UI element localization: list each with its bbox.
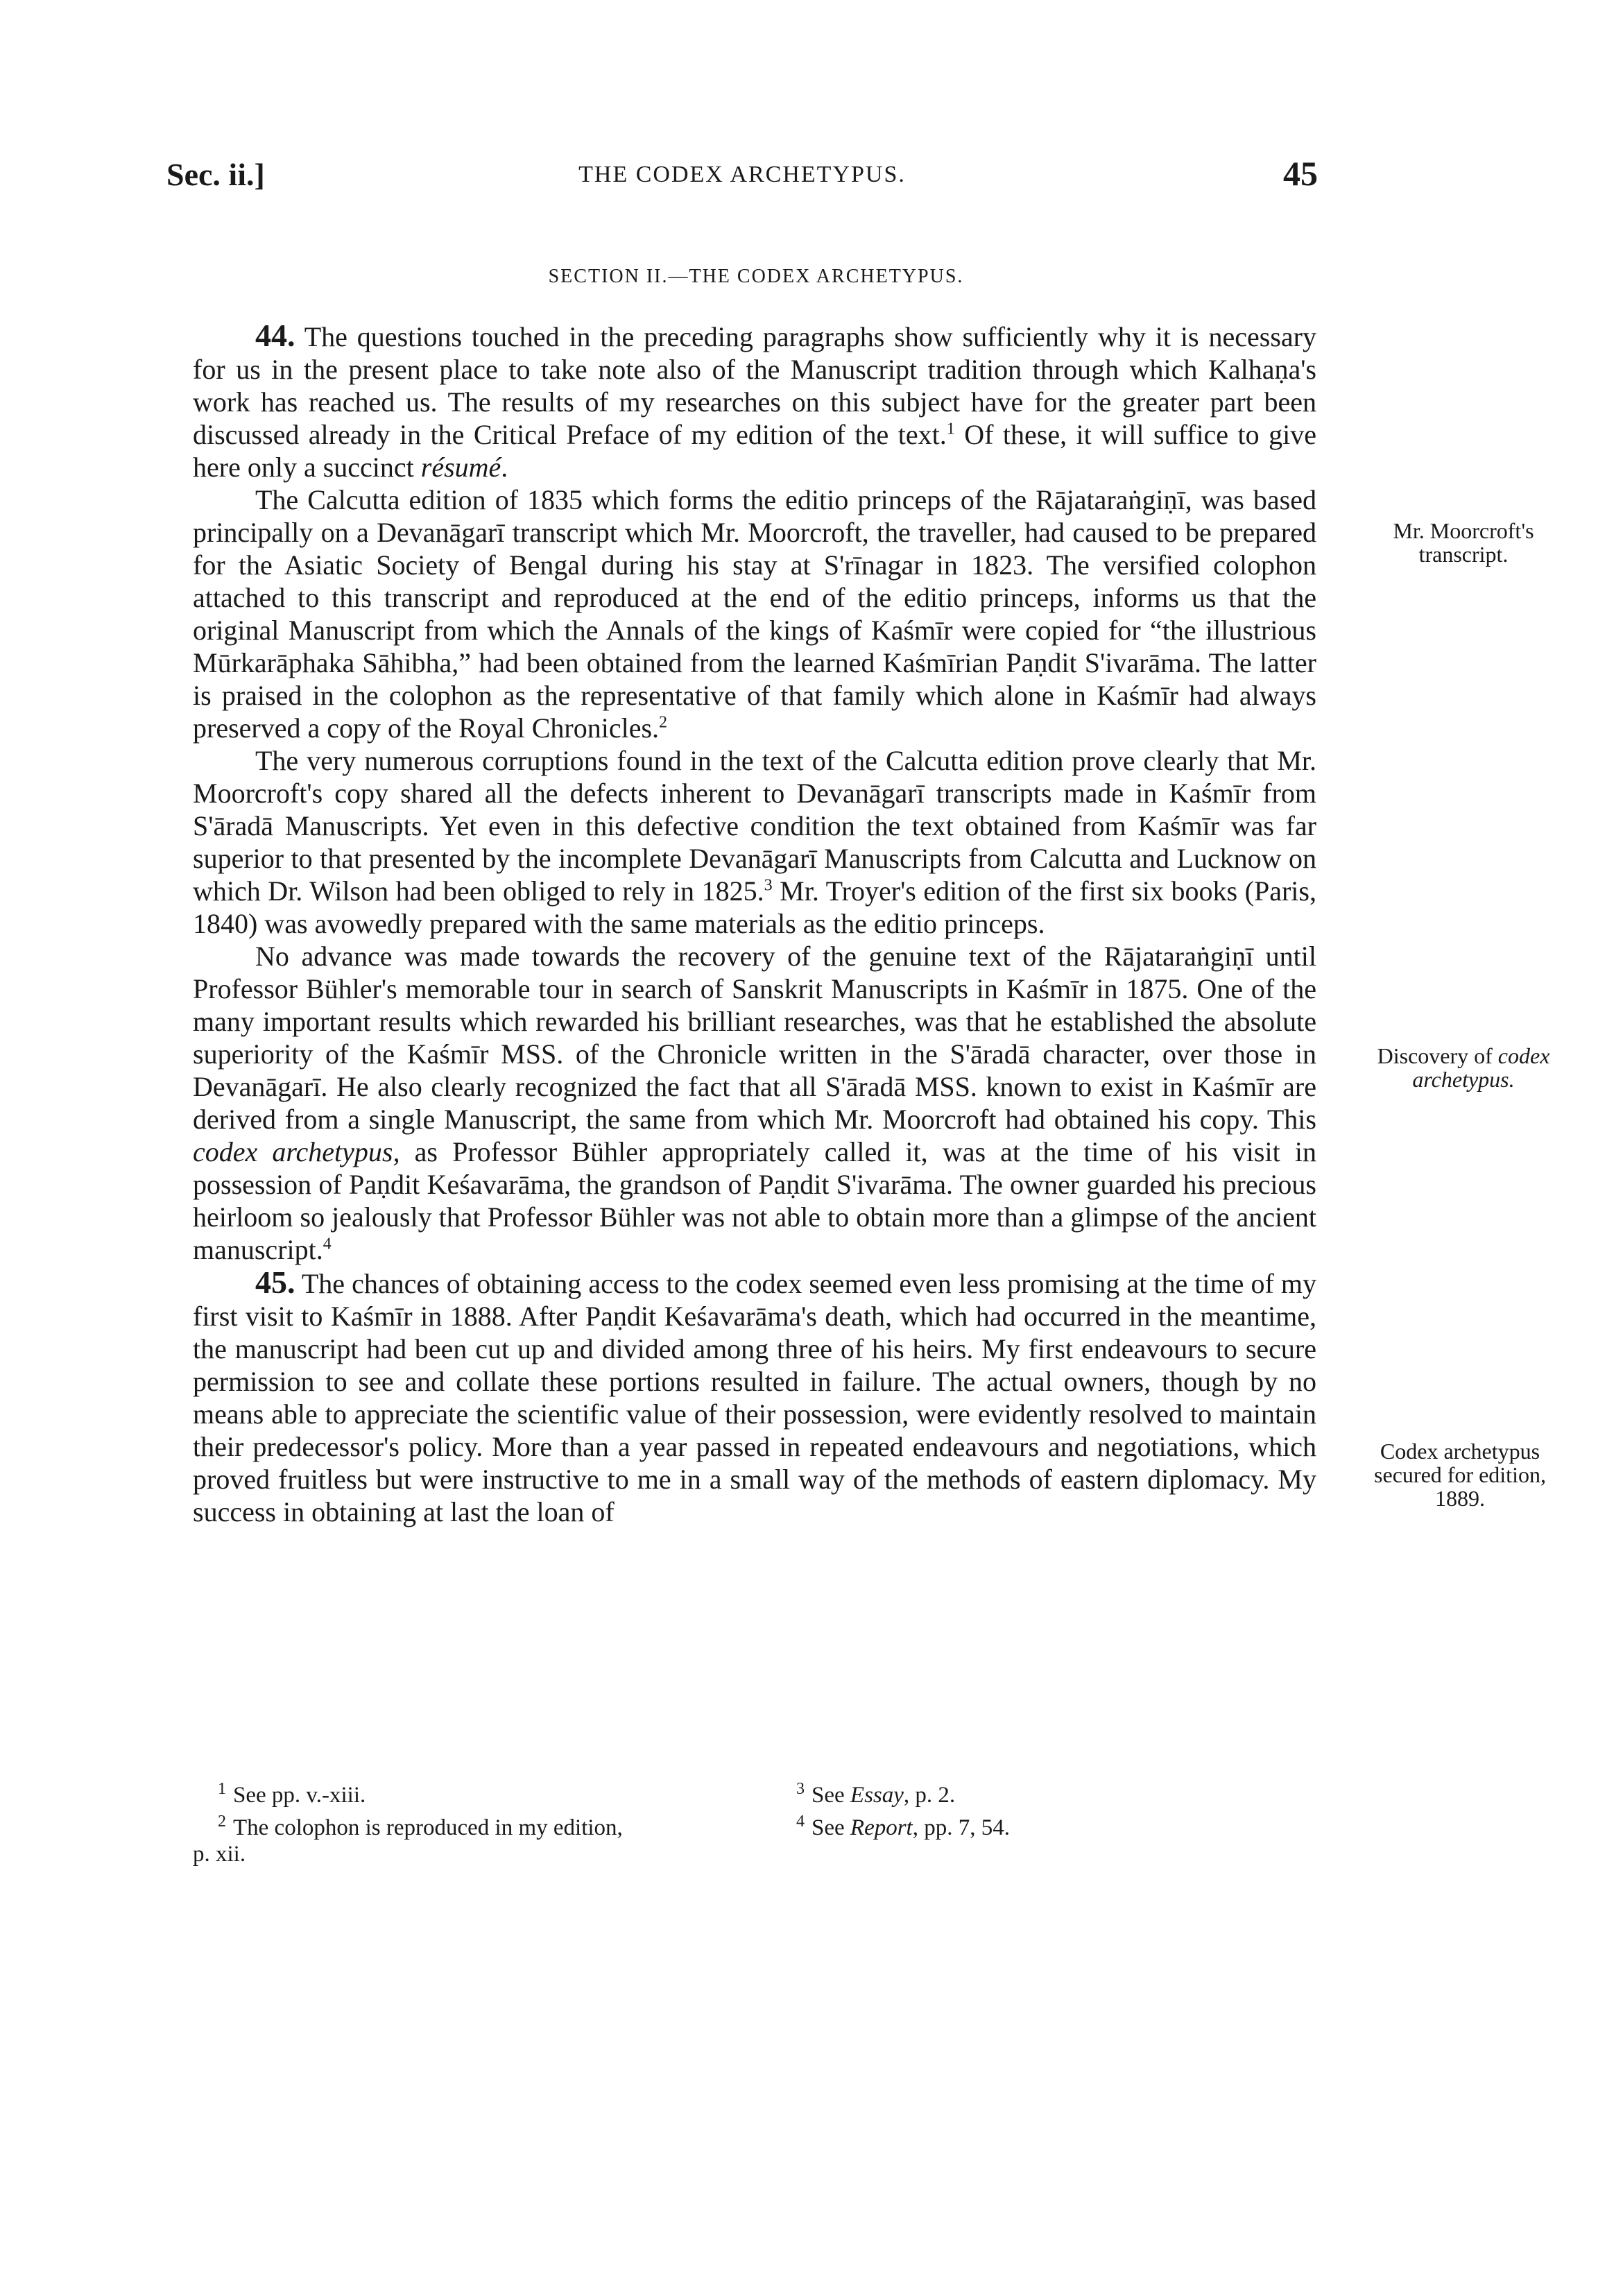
section-marker: Sec. ii.] [166, 157, 265, 192]
footnote-2-continued: p. xii. [193, 1842, 246, 1867]
footnote-italic: Essay [850, 1783, 904, 1808]
sidenote-line: secured for edition, [1374, 1462, 1546, 1487]
paragraph-45 [193, 1266, 1316, 1528]
paragraph-text: No advance was made towards the recovery of the genuine text of the Rājataraṅgiṇī until Professor Bühler's memorable tour in search of Sanskrit Manuscripts in Kaśmīr in 1875. One of the many important results which rewarded his brilliant researches, was that he established the absolute superiority of the Kaśmīr MSS. of the Chronicle written in the S'āradā character, over those in Devanāgarī. He also clearly recognized the fact that all S'āradā MSS. known to exist in Kaśmīr are derived from a single Manuscript, the same from which Mr. Moorcroft had obtained his copy. This [193, 941, 1316, 1135]
running-head [166, 156, 1318, 198]
footnotes-left [193, 1776, 734, 1867]
sidenote-moorcroft [1339, 519, 1588, 566]
paragraph-text: The very numerous corruptions found in the text of the Calcutta edition prove clearly that Mr. Moorcroft's copy shared all the defects inherent to Devanāgarī transcripts made in Kaśmīr from S'āradā Manuscripts. Yet even in this defective condition the text obtained from Kaśmīr was far superior to that presented by the incomplete Devanāgarī Manuscripts from Calcutta and Lucknow on which Dr. Wilson had been obliged to rely in 1825. [193, 745, 1316, 907]
footnote-text: See [812, 1815, 850, 1840]
footnote-text: See [812, 1783, 850, 1808]
footnote-2 [193, 1808, 734, 1841]
section-heading: SECTION II.—THE CODEX ARCHETYPUS. [548, 266, 964, 287]
sidenote-line: Codex archetypus [1380, 1439, 1540, 1464]
footnote-number: 4 [796, 1813, 805, 1831]
italic-text: résumé [420, 452, 501, 483]
footnote-4 [796, 1808, 1212, 1841]
running-title: THE CODEX ARCHETYPUS. [578, 162, 906, 187]
footnote-1 [193, 1776, 734, 1808]
sidenote-line: Mr. Moorcroft's [1393, 518, 1534, 543]
sidenote-italic: codex [1497, 1043, 1550, 1068]
sidenote-line [1339, 1068, 1588, 1091]
paragraph-text: . [501, 452, 508, 483]
footnote-number: 3 [796, 1780, 805, 1798]
sidenote-discovery [1339, 1044, 1588, 1091]
sidenote-line [1339, 1044, 1588, 1068]
paragraph-text: The questions touched in the preceding paragraphs show sufficiently why it is necessary for us in the present place to take note also of the Manuscript tradition through which Kalhaṇa's work has reached us. The results of my researches on this subject have for the greater part been discussed already in the Critical Preface of my edition of the text. [193, 321, 1316, 450]
paragraph-44 [193, 319, 1316, 483]
paragraph-calcutta [193, 483, 1316, 744]
sidenote-secured [1335, 1439, 1585, 1510]
sidenote-italic: archetypus. [1412, 1067, 1515, 1092]
paragraph-number: 45. [255, 1265, 295, 1300]
footnote-italic: Report [850, 1815, 913, 1840]
footnote-ref: 2 [659, 713, 668, 732]
paragraph-text: as Professor Bühler appropriately called it, was at the time of his visit in possession of Paṇdit Keśavarāma, the grandson of Paṇdit S'ivarāma. The owner guarded his precious heirloom so jealously that Professor Bühler was not able to obtain more than a glimpse of the ancient manuscript. [193, 1136, 1316, 1265]
paragraph-text: The Calcutta edition of 1835 which forms the editio princeps of the Rājataraṅgiṇī, was based principally on a Devanāgarī transcript which Mr. Moorcroft, the traveller, had caused to be prepared for the Asiatic Society of Bengal during his stay at S'rīnagar in 1823. The versified colophon attached to this transcript and reproduced at the end of the editio princeps, informs us that the original Manuscript from which the Annals of the kings of Kaśmīr were copied for “the illustrious Mūrkarāphaka Sāhibha,” had been obtained from the learned Kaśmīrian Paṇdit S'ivarāma. The latter is praised in the colophon as the representative of that family which alone in Kaśmīr had always preserved a copy of the Royal Chronicles. [193, 484, 1316, 744]
paragraph-number: 44. [255, 318, 295, 353]
paragraph-text: Mr. Troyer's edition of the first six books (Paris, 1840) was avowedly prepared with the same materials as the editio princeps. [193, 875, 1316, 939]
paragraph-text: Of these, it will suffice to give here only a succinct [193, 419, 1316, 483]
footnote-ref: 4 [323, 1235, 332, 1253]
footnote-number: 2 [218, 1813, 226, 1831]
footnote-text: , pp. 7, 54. [912, 1815, 1010, 1840]
footnote-text: , p. 2. [903, 1783, 956, 1808]
italic-text: codex archetypus, [193, 1136, 400, 1167]
footnote-ref: 1 [946, 420, 955, 438]
footnote-3 [796, 1776, 1212, 1808]
sidenote-line: transcript. [1418, 542, 1509, 567]
sidenote-line: 1889. [1435, 1486, 1485, 1511]
footnotes-right [796, 1776, 1212, 1841]
footnote-text: See pp. v.-xiii. [233, 1783, 366, 1808]
footnote-text: The colophon is reproduced in my edition, [233, 1815, 623, 1840]
sidenote-text: Discovery of [1377, 1043, 1498, 1068]
paragraph-advance [193, 940, 1316, 1266]
page-number: 45 [1283, 154, 1318, 193]
body-text [193, 319, 1316, 1528]
footnote-number: 1 [218, 1780, 226, 1798]
paragraph-text: The chances of obtaining access to the codex seemed even less promising at the time of my first visit to Kaśmīr in 1888. After Paṇdit Keśavarāma's death, which had occurred in the meantime, the manuscript had been cut up and divided among three of his heirs. My first endeavours to secure permission to see and collate these portions resulted in failure. The actual owners, though by no means able to appreciate the scientific value of their possession, were evidently resolved to maintain their predecessor's policy. More than a year passed in repeated endeavours and negotiations, which proved fruitless but were instructive to me in a small way of the methods of eastern diplomacy. My success in obtaining at last the loan of [193, 1268, 1316, 1527]
footnote-ref: 3 [764, 876, 773, 895]
paragraph-corruptions [193, 744, 1316, 940]
